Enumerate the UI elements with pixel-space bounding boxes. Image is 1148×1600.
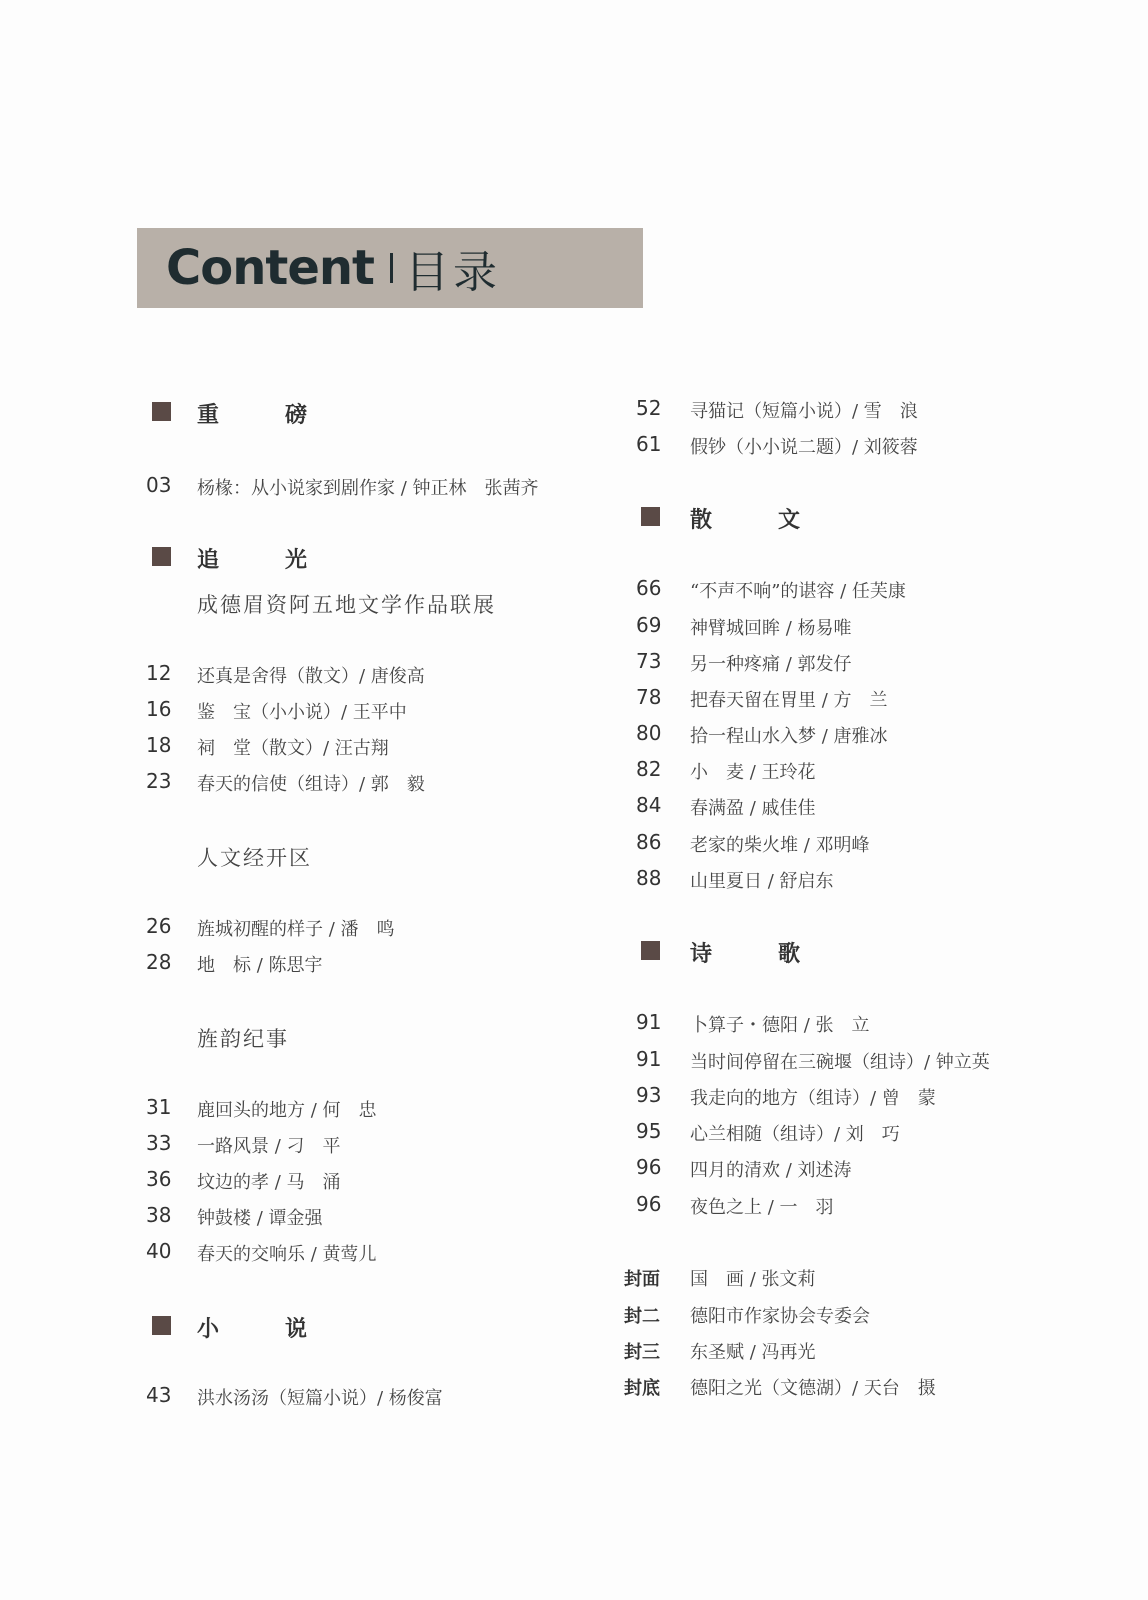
toc-page-number: 12 <box>146 661 172 685</box>
toc-entry-title: 祠 堂（散文）/ 汪古翔 <box>197 738 389 759</box>
toc-page-number: 23 <box>146 769 172 793</box>
toc-page-number: 93 <box>636 1083 662 1107</box>
toc-page-number: 69 <box>636 613 662 637</box>
content-banner <box>137 228 643 308</box>
toc-entry-title: 杨椽：从小说家到剧作家 / 钟正林 张茜齐 <box>197 478 539 499</box>
toc-page-number: 96 <box>636 1192 662 1216</box>
toc-page-number: 82 <box>636 757 662 781</box>
toc-entry-title: 还真是舍得（散文）/ 唐俊高 <box>197 666 425 687</box>
toc-page-number: 91 <box>636 1047 662 1071</box>
toc-entry-title: 一路风景 / 刁 平 <box>197 1136 341 1157</box>
toc-page-number: 38 <box>146 1203 172 1227</box>
toc-entry-title: 卜算子・德阳 / 张 立 <box>690 1015 870 1036</box>
toc-entry-title: 洪水汤汤（短篇小说）/ 杨俊富 <box>197 1388 443 1409</box>
toc-page-number: 96 <box>636 1155 662 1179</box>
section-marker-icon <box>152 402 171 421</box>
toc-page-number: 88 <box>636 866 662 890</box>
toc-entry-title: 假钞（小小说二题）/ 刘筱蓉 <box>690 437 918 458</box>
cover-credit: 德阳市作家协会专委会 <box>690 1306 870 1327</box>
section-marker-icon <box>152 547 171 566</box>
toc-entry-title: 寻猫记（短篇小说）/ 雪 浪 <box>690 401 918 422</box>
subsection-title: 旌韵纪事 <box>197 1027 289 1051</box>
toc-entry-title: 鹿回头的地方 / 何 忠 <box>197 1100 377 1121</box>
cover-label: 封底 <box>624 1378 660 1399</box>
toc-entry-title: 钟鼓楼 / 谭金强 <box>197 1208 323 1229</box>
section-title: 小 说 <box>197 1316 330 1342</box>
section-title: 追 光 <box>197 547 330 573</box>
toc-entry-title: 把春天留在胃里 / 方 兰 <box>690 690 888 711</box>
banner-title-en: Content <box>166 240 374 296</box>
toc-entry-title: 四月的清欢 / 刘述涛 <box>690 1160 852 1181</box>
toc-entry-title: 我走向的地方（组诗）/ 曾 蒙 <box>690 1088 936 1109</box>
toc-entry-title: 神臂城回眸 / 杨易唯 <box>690 618 852 639</box>
subsection-title: 人文经开区 <box>197 846 312 870</box>
toc-page-number: 52 <box>636 396 662 420</box>
toc-page-number: 26 <box>146 914 172 938</box>
toc-entry-title: 山里夏日 / 舒启东 <box>690 871 834 892</box>
section-title: 重 磅 <box>197 402 330 428</box>
section-marker-icon <box>641 941 660 960</box>
subsection-title: 成德眉资阿五地文学作品联展 <box>197 593 496 617</box>
toc-page-number: 61 <box>636 432 662 456</box>
cover-credit: 东圣赋 / 冯再光 <box>690 1342 816 1363</box>
section-marker-icon <box>641 507 660 526</box>
toc-page-number: 73 <box>636 649 662 673</box>
toc-entry-title: 拾一程山水入梦 / 唐雅冰 <box>690 726 888 747</box>
toc-page-number: 18 <box>146 733 172 757</box>
toc-page-number: 95 <box>636 1119 662 1143</box>
toc-entry-title: 坟边的孝 / 马 涌 <box>197 1172 341 1193</box>
toc-page-number: 28 <box>146 950 172 974</box>
toc-entry-title: 老家的柴火堆 / 邓明峰 <box>690 835 870 856</box>
toc-entry-title: 春满盈 / 戚佳佳 <box>690 798 816 819</box>
toc-page-number: 03 <box>146 473 172 497</box>
toc-entry-title: 心兰相随（组诗）/ 刘 巧 <box>690 1124 900 1145</box>
banner-title-zh: 目录 <box>405 247 501 298</box>
cover-credit: 国 画 / 张文莉 <box>690 1269 816 1290</box>
toc-page-number: 16 <box>146 697 172 721</box>
toc-entry-title: 春天的交响乐 / 黄莺儿 <box>197 1244 377 1265</box>
cover-label: 封三 <box>624 1342 660 1363</box>
toc-page-number: 33 <box>146 1131 172 1155</box>
cover-credit: 德阳之光（文德湖）/ 天台 摄 <box>690 1378 936 1399</box>
section-title: 诗 歌 <box>690 941 823 967</box>
toc-page-number: 91 <box>636 1010 662 1034</box>
toc-entry-title: 鉴 宝（小小说）/ 王平中 <box>197 702 407 723</box>
toc-entry-title: 春天的信使（组诗）/ 郭 毅 <box>197 774 425 795</box>
toc-page-number: 80 <box>636 721 662 745</box>
toc-page-number: 40 <box>146 1239 172 1263</box>
banner-divider <box>390 253 393 283</box>
toc-entry-title: 夜色之上 / 一 羽 <box>690 1197 834 1218</box>
toc-entry-title: 另一种疼痛 / 郭发仔 <box>690 654 852 675</box>
section-title: 散 文 <box>690 507 823 533</box>
toc-entry-title: 小 麦 / 王玲花 <box>690 762 816 783</box>
toc-page-number: 78 <box>636 685 662 709</box>
toc-page-number: 43 <box>146 1383 172 1407</box>
toc-entry-title: 地 标 / 陈思宇 <box>197 955 323 976</box>
toc-page-number: 84 <box>636 793 662 817</box>
toc-page-number: 36 <box>146 1167 172 1191</box>
section-marker-icon <box>152 1316 171 1335</box>
toc-page-number: 86 <box>636 830 662 854</box>
toc-entry-title: 旌城初醒的样子 / 潘 鸣 <box>197 919 395 940</box>
toc-entry-title: “不声不响”的谌容 / 任芙康 <box>690 581 906 602</box>
toc-page-number: 31 <box>146 1095 172 1119</box>
toc-entry-title: 当时间停留在三碗堰（组诗）/ 钟立英 <box>690 1052 990 1073</box>
cover-label: 封面 <box>624 1269 660 1290</box>
toc-page-number: 66 <box>636 576 662 600</box>
cover-label: 封二 <box>624 1306 660 1327</box>
